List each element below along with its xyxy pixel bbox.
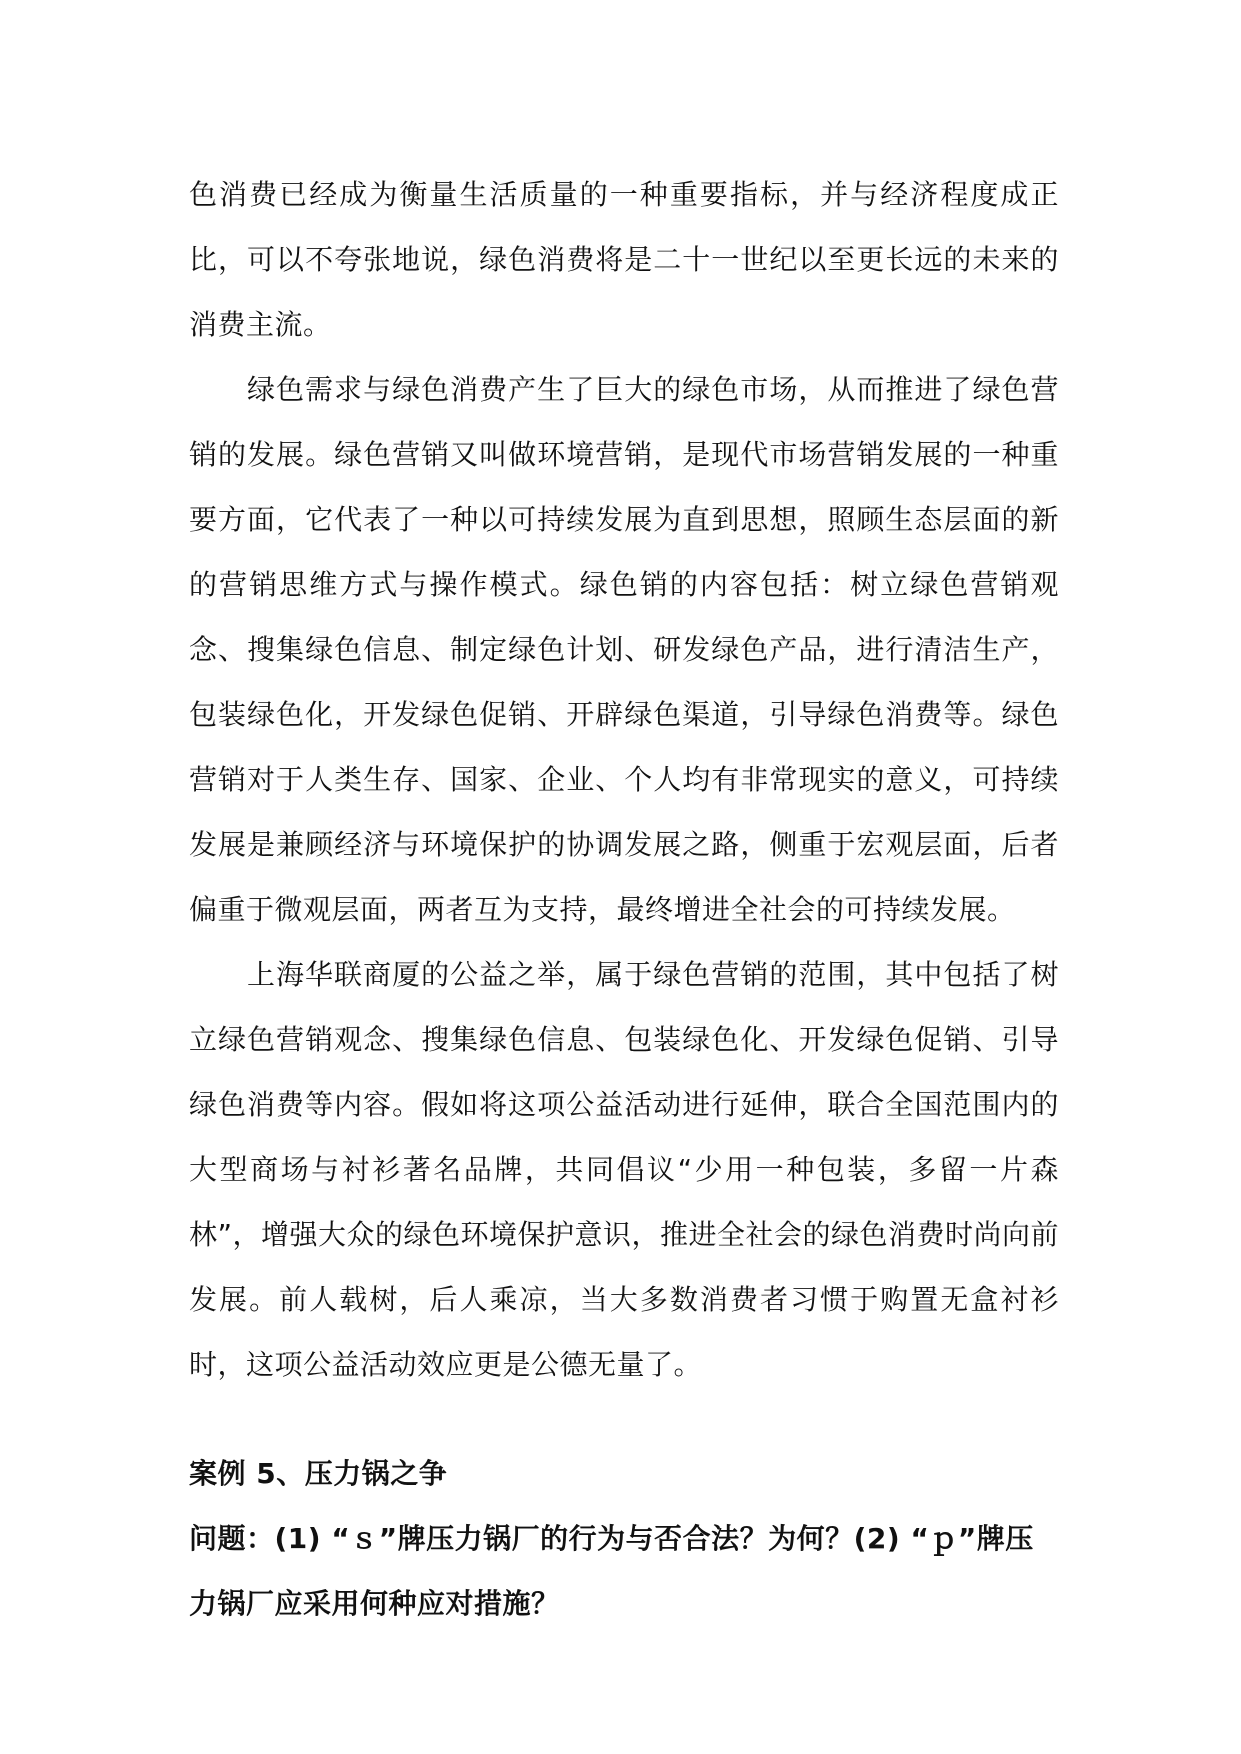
body-paragraph-1: 色消费已经成为衡量生活质量的一种重要指标，并与经济程度成正比，可以不夸张地说，绿色消费将是二十一世纪以至更长远的未来的消费主流。: [189, 178, 1059, 341]
body-paragraph-3: 上海华联商厦的公益之举，属于绿色营销的范围，其中包括了树立绿色营销观念、搜集绿色信息、包装绿色化、开发绿色促销、引导绿色消费等内容。假如将这项公益活动进行延伸，联合全国范围内的大型商场与衬衫著名品牌，共同倡议“少用一种包装，多留一片森林”，增强大众的绿色环境保护意识，推进全社会的绿色消费时尚向前发展。前人载树，后人乘凉，当大多数消费者习惯于购置无盒衬衫时，这项公益活动效应更是公德无量了。: [189, 958, 1060, 1381]
case-section: [189, 1441, 1059, 1636]
case-heading: 案例 5、压力锅之争: [189, 1457, 448, 1490]
case-question: 问题：(1) “ｓ”牌压力锅厂的行为与否合法？为何？(2) “ｐ”牌压力锅厂应采用何种应对措施？: [189, 1522, 1034, 1620]
body-paragraph-2: 绿色需求与绿色消费产生了巨大的绿色市场，从而推进了绿色营销的发展。绿色营销又叫做环境营销，是现代市场营销发展的一种重要方面，它代表了一种以可持续发展为直到思想，照顾生态层面的新的营销思维方式与操作模式。绿色销的内容包括：树立绿色营销观念、搜集绿色信息、制定绿色计划、研发绿色产品，进行清洁生产，包装绿色化，开发绿色促销、开辟绿色渠道，引导绿色消费等。绿色营销对于人类生存、国家、企业、个人均有非常现实的意义，可持续发展是兼顾经济与环境保护的协调发展之路，侧重于宏观层面，后者偏重于微观层面，两者互为支持，最终增进全社会的可持续发展。: [189, 373, 1059, 926]
page-content: [189, 162, 1059, 1636]
